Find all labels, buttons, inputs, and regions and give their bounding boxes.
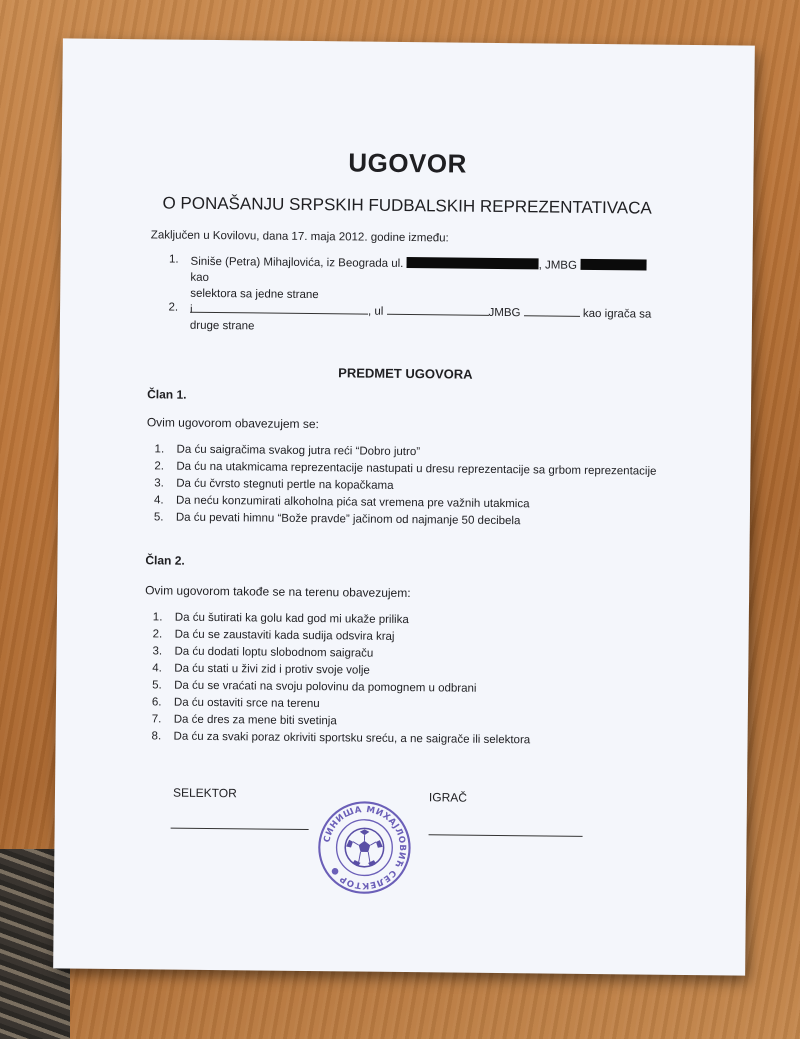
list-item-number: 5. [153,511,164,524]
list-item-number: 3. [152,645,163,658]
list-item-number: 1. [154,443,165,456]
list-item-number: 2. [154,460,165,473]
signature-label-igrac: IGRAČ [428,790,468,805]
section-title: PREDMET UGOVORA [338,365,473,382]
list-item-number: 5. [152,679,162,692]
party-1-line-2: selektora sa jedne strane [190,287,319,302]
list-item-text: Da ću saigračima svakog jutra reći “Dobro jutro” [176,443,421,459]
list-item-text: Da neću konzumirati alkoholna pića sat vremena pre važnih utakmica [175,494,530,511]
intro-line: Zaključen u Kovilovu, dana 17. maja 2012. godine između: [150,229,449,245]
list-item-text: Da ću dodati loptu slobodnom saigraču [174,645,374,660]
list-item-text: Da ću za svaki poraz okriviti sportsku sreću, a ne saigrače ili selektora [173,730,531,747]
clan-2-list [151,609,531,749]
list-item-number: 3. [154,477,164,490]
signature-line-igrac [429,834,583,837]
list-item-text: Da ću pevati himnu “Bože pravde” jačinom od najmanje 50 decibela [175,511,521,528]
soccer-ball-icon [345,828,384,867]
list-item-number: 4. [152,662,162,675]
contract-sheet [53,38,755,975]
clan-1-lead: Ovim ugovorom obavezujem se: [146,415,320,432]
party-1-line-3: i [189,303,193,316]
list-item-number: 6. [151,696,162,709]
clan-2-heading: Član 2. [145,553,185,568]
signature-label-selektor: SELEKTOR [172,785,237,801]
list-item-text: Da ću se vraćati na svoju polovinu da pomognem u odbrani [174,679,477,695]
party-2-text-a: , ul [367,305,384,318]
list-item [151,728,530,749]
list-item-text: Da ću ostaviti srce na terenu [173,696,320,711]
party-1-text-a: Siniše (Petra) Mihajlovića, iz Beograda ul. [190,255,404,270]
blank-line [387,304,489,316]
list-item-number: 7. [151,713,162,726]
party-2-text-b: JMBG [488,306,521,320]
signature-line-selektor [171,828,309,830]
clan-1-list [154,441,657,531]
clan-2-lead: Ovim ugovorom takođe se na terenu obavezujem: [145,583,411,601]
list-item-text: Da će dres za mene biti svetinja [173,713,337,728]
list-item-number: 2. [152,628,163,641]
party-1-text-b: , JMBG [538,259,578,272]
list-item-number: 1. [152,611,163,624]
redaction-bar [580,259,646,271]
list-item-text: Da ću šutirati ka golu kad god mi ukaže prilika [174,611,409,627]
party-1-text-c: kao [190,271,209,284]
party-1-number: 1. [168,253,179,266]
list-item-text: Da ću na utakmicama reprezentacije nastupati u dresu reprezentacije sa grbom reprezentacije [176,460,657,478]
document-title: UGOVOR [348,147,468,179]
stamp-seal [316,799,413,896]
clan-1-heading: Član 1. [147,387,187,402]
document-subtitle: O PONAŠANJU SRPSKIH FUDBALSKIH REPREZENTATIVACA [162,193,652,218]
list-item-text: Da ću čvrsto stegnuti pertle na kopačkama [176,477,394,492]
list-item-number: 8. [151,730,162,743]
list-item-text: Da ću stati u živi zid i protiv svoje volje [174,662,370,677]
party-2-line-2: druge strane [189,319,255,333]
redaction-bar [407,257,539,269]
stamp-text: СИНИША МИХАЈЛОВИЋ СЕЛЕКТОР ● [322,804,407,891]
party-2-number: 2. [168,301,179,314]
party-2-text-c: kao igrača sa [582,307,652,321]
list-item-text: Da ću se zaustaviti kada sudija odsvira kraj [174,628,395,643]
blank-line [524,305,580,317]
list-item-number: 4. [153,494,164,507]
blank-line [190,302,368,315]
